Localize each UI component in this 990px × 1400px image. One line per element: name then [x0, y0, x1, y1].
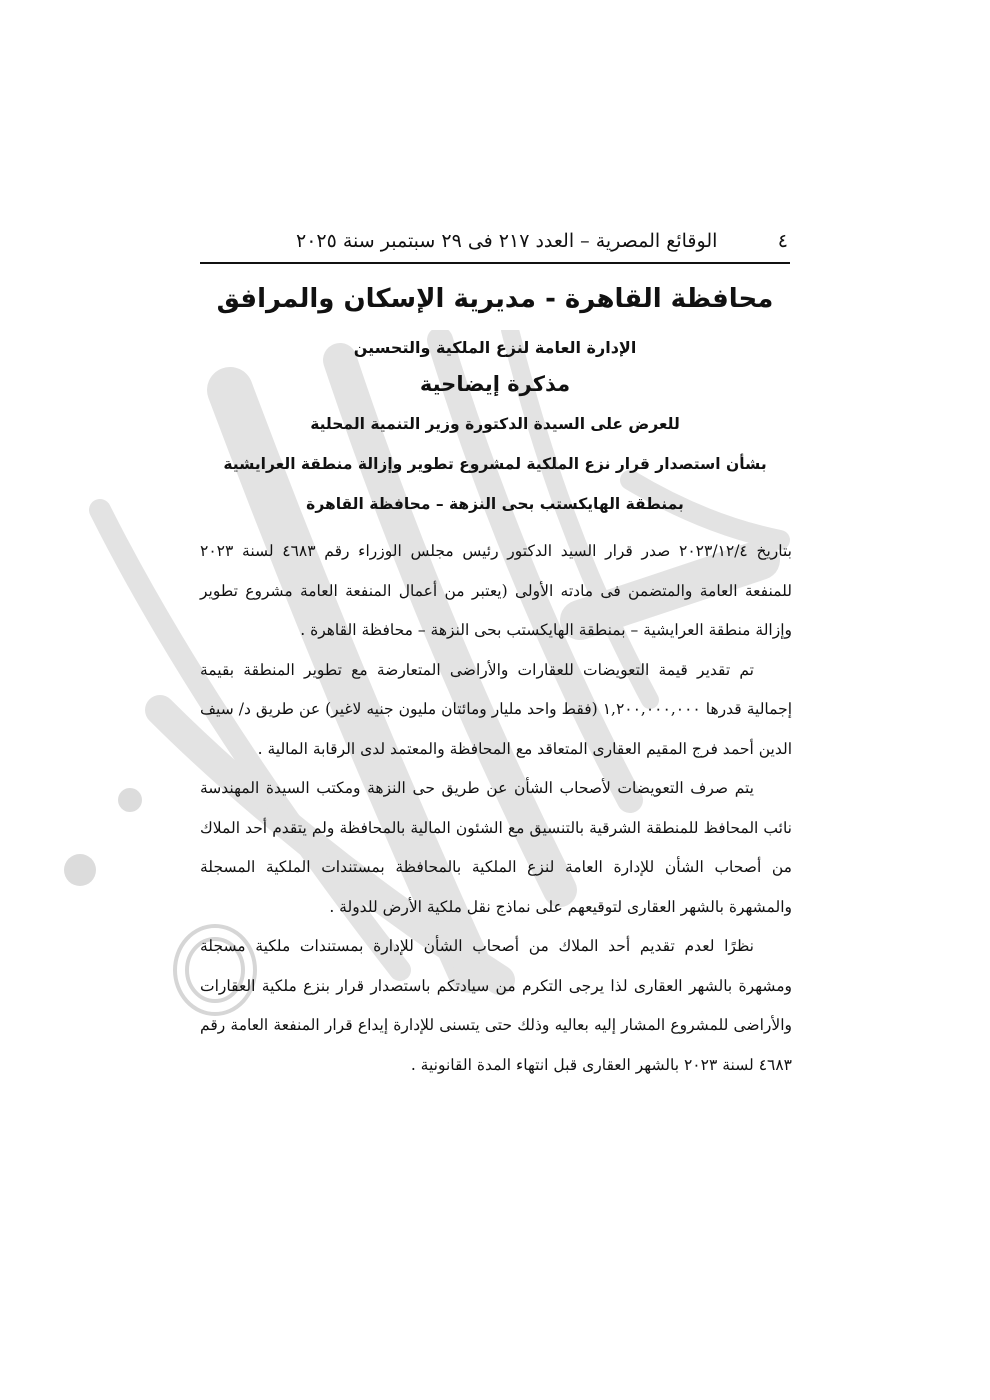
main-title: محافظة القاهرة - مديرية الإسكان والمرافق — [216, 284, 774, 314]
subject-line-2: بشأن استصدار قرار نزع الملكية لمشروع تطوير وإزالة منطقة العرايشية — [223, 455, 767, 473]
sub-title: الإدارة العامة لنزع الملكية والتحسين — [353, 338, 637, 357]
page-header — [200, 226, 790, 264]
paragraph-decree: بتاريخ ٢٠٢٣/١٢/٤ صدر قرار السيد الدكتور رئيس مجلس الوزراء رقم ٤٦٨٣ لسنة ٢٠٢٣ للمنفعة العامة والمتضمن فى مادته الأولى (يعتبر من أعمال المنفعة العامة مشروع تطوير وإزالة منطقة العرايشية – بمنطقة الهايكستب بحى النزهة – محافظة القاهرة . — [200, 542, 792, 639]
paragraph-compensation: يتم صرف التعويضات لأصحاب الشأن عن طريق حى النزهة ومكتب السيدة المهندسة نائب المحافظ للمنطقة الشرقية بالتنسيق مع الشئون المالية بالمحافظة ولم يتقدم أحد الملاك من أصحاب الشأن للإدارة العامة لنزع الملكية بالمحافظة بمستندات الملكية المسجلة والمشهرة بالشهر العقارى لتوقيعهم على نماذج نقل ملكية الأرض للدولة . — [200, 779, 792, 916]
subject-line-3: بمنطقة الهايكستب بحى النزهة – محافظة القاهرة — [306, 495, 684, 513]
subject-line-1: للعرض على السيدة الدكتورة وزير التنمية المحلية — [310, 415, 680, 433]
page-number: ٤ — [777, 230, 788, 252]
paragraph-valuation: تم تقدير قيمة التعويضات للعقارات والأراضى المتعارضة مع تطوير المنطقة بقيمة إجمالية قدرها ١,٢٠٠,٠٠٠,٠٠٠ (فقط واحد مليار ومائتان مليون جنيه لاغير) عن طريق د/ سيف الدين أحمد فرج المقيم العقارى المتعاقد مع المحافظة والمعتمد لدى الرقابة المالية . — [200, 660, 793, 758]
paragraph-request: نظرًا لعدم تقديم أحد الملاك من أصحاب الشأن للإدارة بمستندات ملكية مسجلة ومشهرة بالشهر العقارى لذا يرجى التكرم من سيادتكم باستصدار قرار بنزع ملكية العقارات والأراضى للمشروع المشار إليه بعاليه وذلك حتى يتسنى للإدارة إيداع قرار المنفعة العامة رقم ٤٦٨٣ لسنة ٢٠٢٣ بالشهر العقارى قبل انتهاء المدة القانونية . — [200, 937, 792, 1074]
memo-title: مذكرة إيضاحية — [419, 372, 571, 396]
running-title: الوقائع المصرية – العدد ٢١٧ فى ٢٩ سبتمبر سنة ٢٠٢٥ — [296, 230, 718, 252]
memo-body — [200, 532, 792, 1085]
